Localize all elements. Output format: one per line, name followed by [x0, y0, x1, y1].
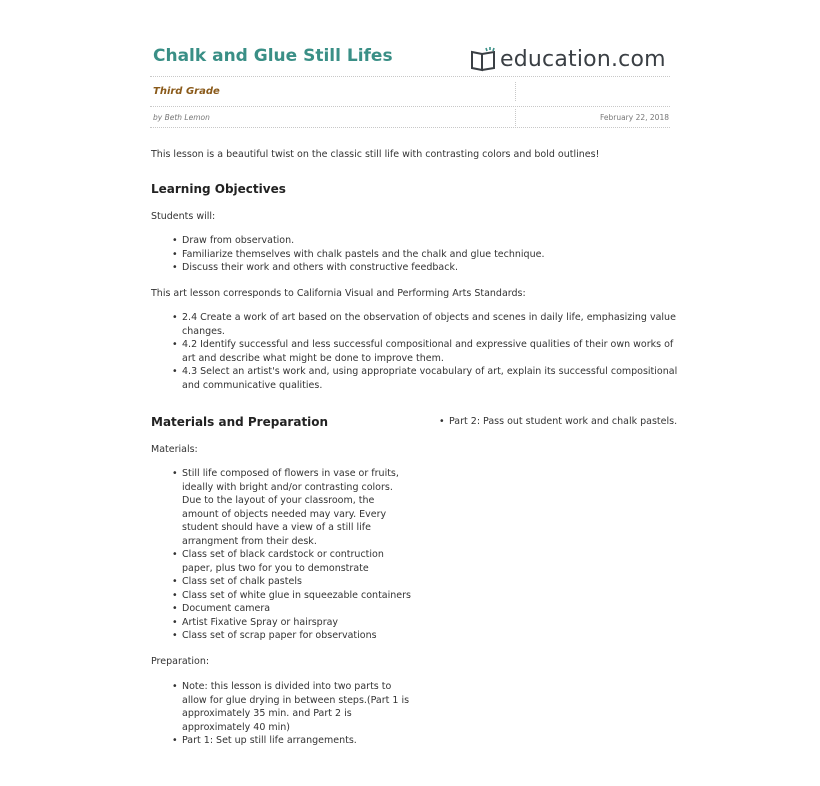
grade-level: Third Grade	[153, 86, 220, 97]
list-item: • Draw from observation.	[172, 234, 544, 248]
preparation-label: Preparation:	[151, 656, 210, 667]
list-item: • 2.4 Create a work of art based on the observation of objects and scenes in daily life, emphasizing value changes.	[172, 311, 677, 338]
header-column-divider	[515, 109, 516, 126]
header-column-divider	[515, 82, 516, 101]
preparation-list	[172, 680, 409, 748]
materials-list	[172, 467, 411, 643]
list-item: • Familiarize themselves with chalk pastels and the chalk and glue technique.	[172, 248, 544, 262]
students-will-label: Students will:	[151, 211, 216, 222]
list-item: • 4.3 Select an artist's work and, using appropriate vocabulary of art, explain its successful compositional and communicative qualities.	[172, 365, 677, 392]
list-item: • Artist Fixative Spray or hairspray	[172, 616, 411, 630]
header-divider	[150, 127, 670, 128]
list-item: • Class set of scrap paper for observations	[172, 629, 411, 643]
publish-date: February 22, 2018	[599, 113, 669, 122]
header-divider	[150, 76, 670, 77]
list-item: • Document camera	[172, 602, 411, 616]
list-item: • Class set of black cardstock or contruction paper, plus two for you to demonstrate	[172, 548, 411, 575]
logo-wordmark: education.com	[500, 46, 666, 72]
intro-text: This lesson is a beautiful twist on the classic still life with contrasting colors and bold outlines!	[151, 149, 600, 160]
list-item: • Part 2: Pass out student work and chalk pastels.	[439, 415, 677, 429]
book-icon	[466, 44, 500, 74]
list-item: • Part 1: Set up still life arrangements.	[172, 734, 409, 748]
list-item: • Note: this lesson is divided into two parts to allow for glue drying in between steps.(Part 1 is approximately 35 min. and Part 2 is approximately 40 min)	[172, 680, 409, 734]
header-divider	[150, 106, 670, 107]
list-item: • 4.2 Identify successful and less successful compositional and expressive qualities of their own works of art and describe what might be done to improve them.	[172, 338, 677, 365]
list-item: • Still life composed of flowers in vase or fruits, ideally with bright and/or contrasting colors. Due to the layout of your classroom, the amount of objects needed may vary. Every student should have a view of a still life arrangment from their desk.	[172, 467, 411, 548]
objectives-list	[172, 234, 544, 275]
author-byline: by Beth Lemon	[153, 113, 210, 122]
standards-list	[172, 311, 677, 392]
education-logo[interactable]	[466, 44, 666, 74]
list-item: • Class set of chalk pastels	[172, 575, 411, 589]
right-column-list	[439, 415, 677, 429]
page-title: Chalk and Glue Still Lifes	[153, 46, 393, 66]
list-item: • Discuss their work and others with constructive feedback.	[172, 261, 544, 275]
section-heading-materials: Materials and Preparation	[151, 415, 329, 429]
materials-label: Materials:	[151, 444, 198, 455]
section-heading-objectives: Learning Objectives	[151, 182, 286, 196]
list-item: • Class set of white glue in squeezable containers	[172, 589, 411, 603]
standards-intro: This art lesson corresponds to California Visual and Performing Arts Standards:	[151, 288, 526, 299]
